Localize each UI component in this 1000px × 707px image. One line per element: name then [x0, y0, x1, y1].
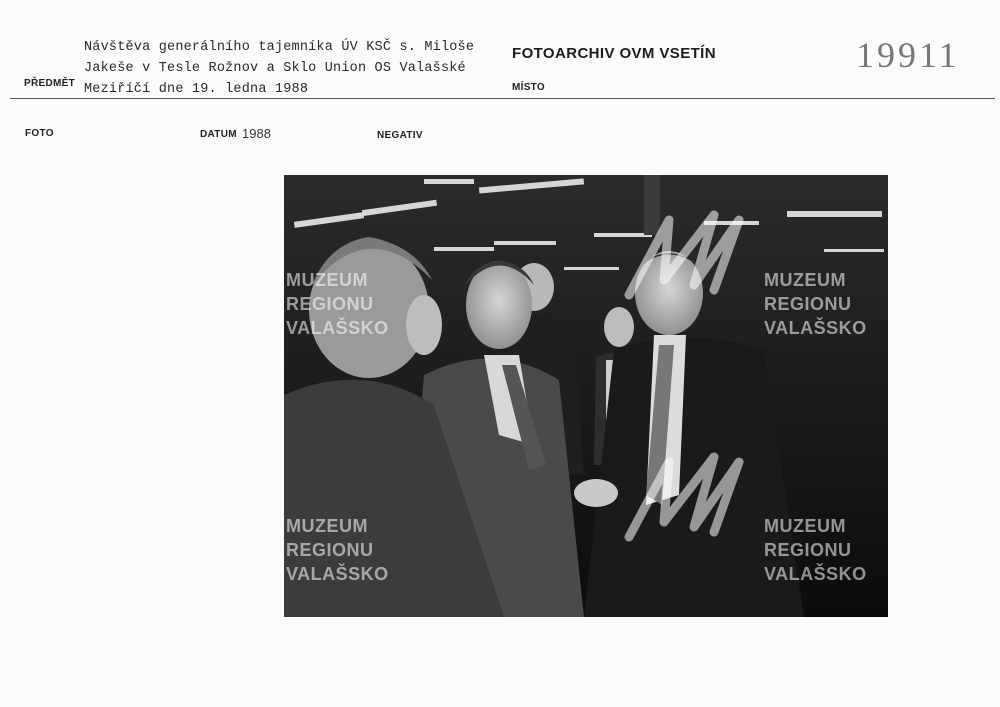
watermark-top-right: MUZEUM REGIONU VALAŠSKO — [764, 270, 867, 338]
subject-line-2: Jakeše v Tesle Rožnov a Sklo Union OS Valašské — [84, 61, 466, 76]
watermark-bottom-left: MUZEUM REGIONU VALAŠSKO — [286, 516, 389, 584]
datum-label: DATUM — [200, 129, 237, 140]
archive-name: FOTOARCHIV OVM VSETÍN — [512, 45, 716, 62]
header-divider — [10, 98, 995, 99]
foto-label: FOTO — [25, 128, 54, 139]
subject-line-3: Meziříčí dne 19. ledna 1988 — [84, 82, 309, 97]
record-number: 19911 — [856, 35, 960, 75]
datum-value: 1988 — [242, 126, 271, 141]
archival-photograph — [284, 175, 888, 617]
subject-line-1: Návštěva generálního tajemníka ÚV KSČ s. Miloše — [84, 40, 475, 55]
watermark-top-left: MUZEUM REGIONU VALAŠSKO — [286, 270, 389, 338]
place-label: MÍSTO — [512, 82, 545, 93]
subject-label: PŘEDMĚT — [24, 78, 75, 89]
watermark-bottom-right: MUZEUM REGIONU VALAŠSKO — [764, 516, 867, 584]
negativ-label: NEGATIV — [377, 130, 423, 141]
